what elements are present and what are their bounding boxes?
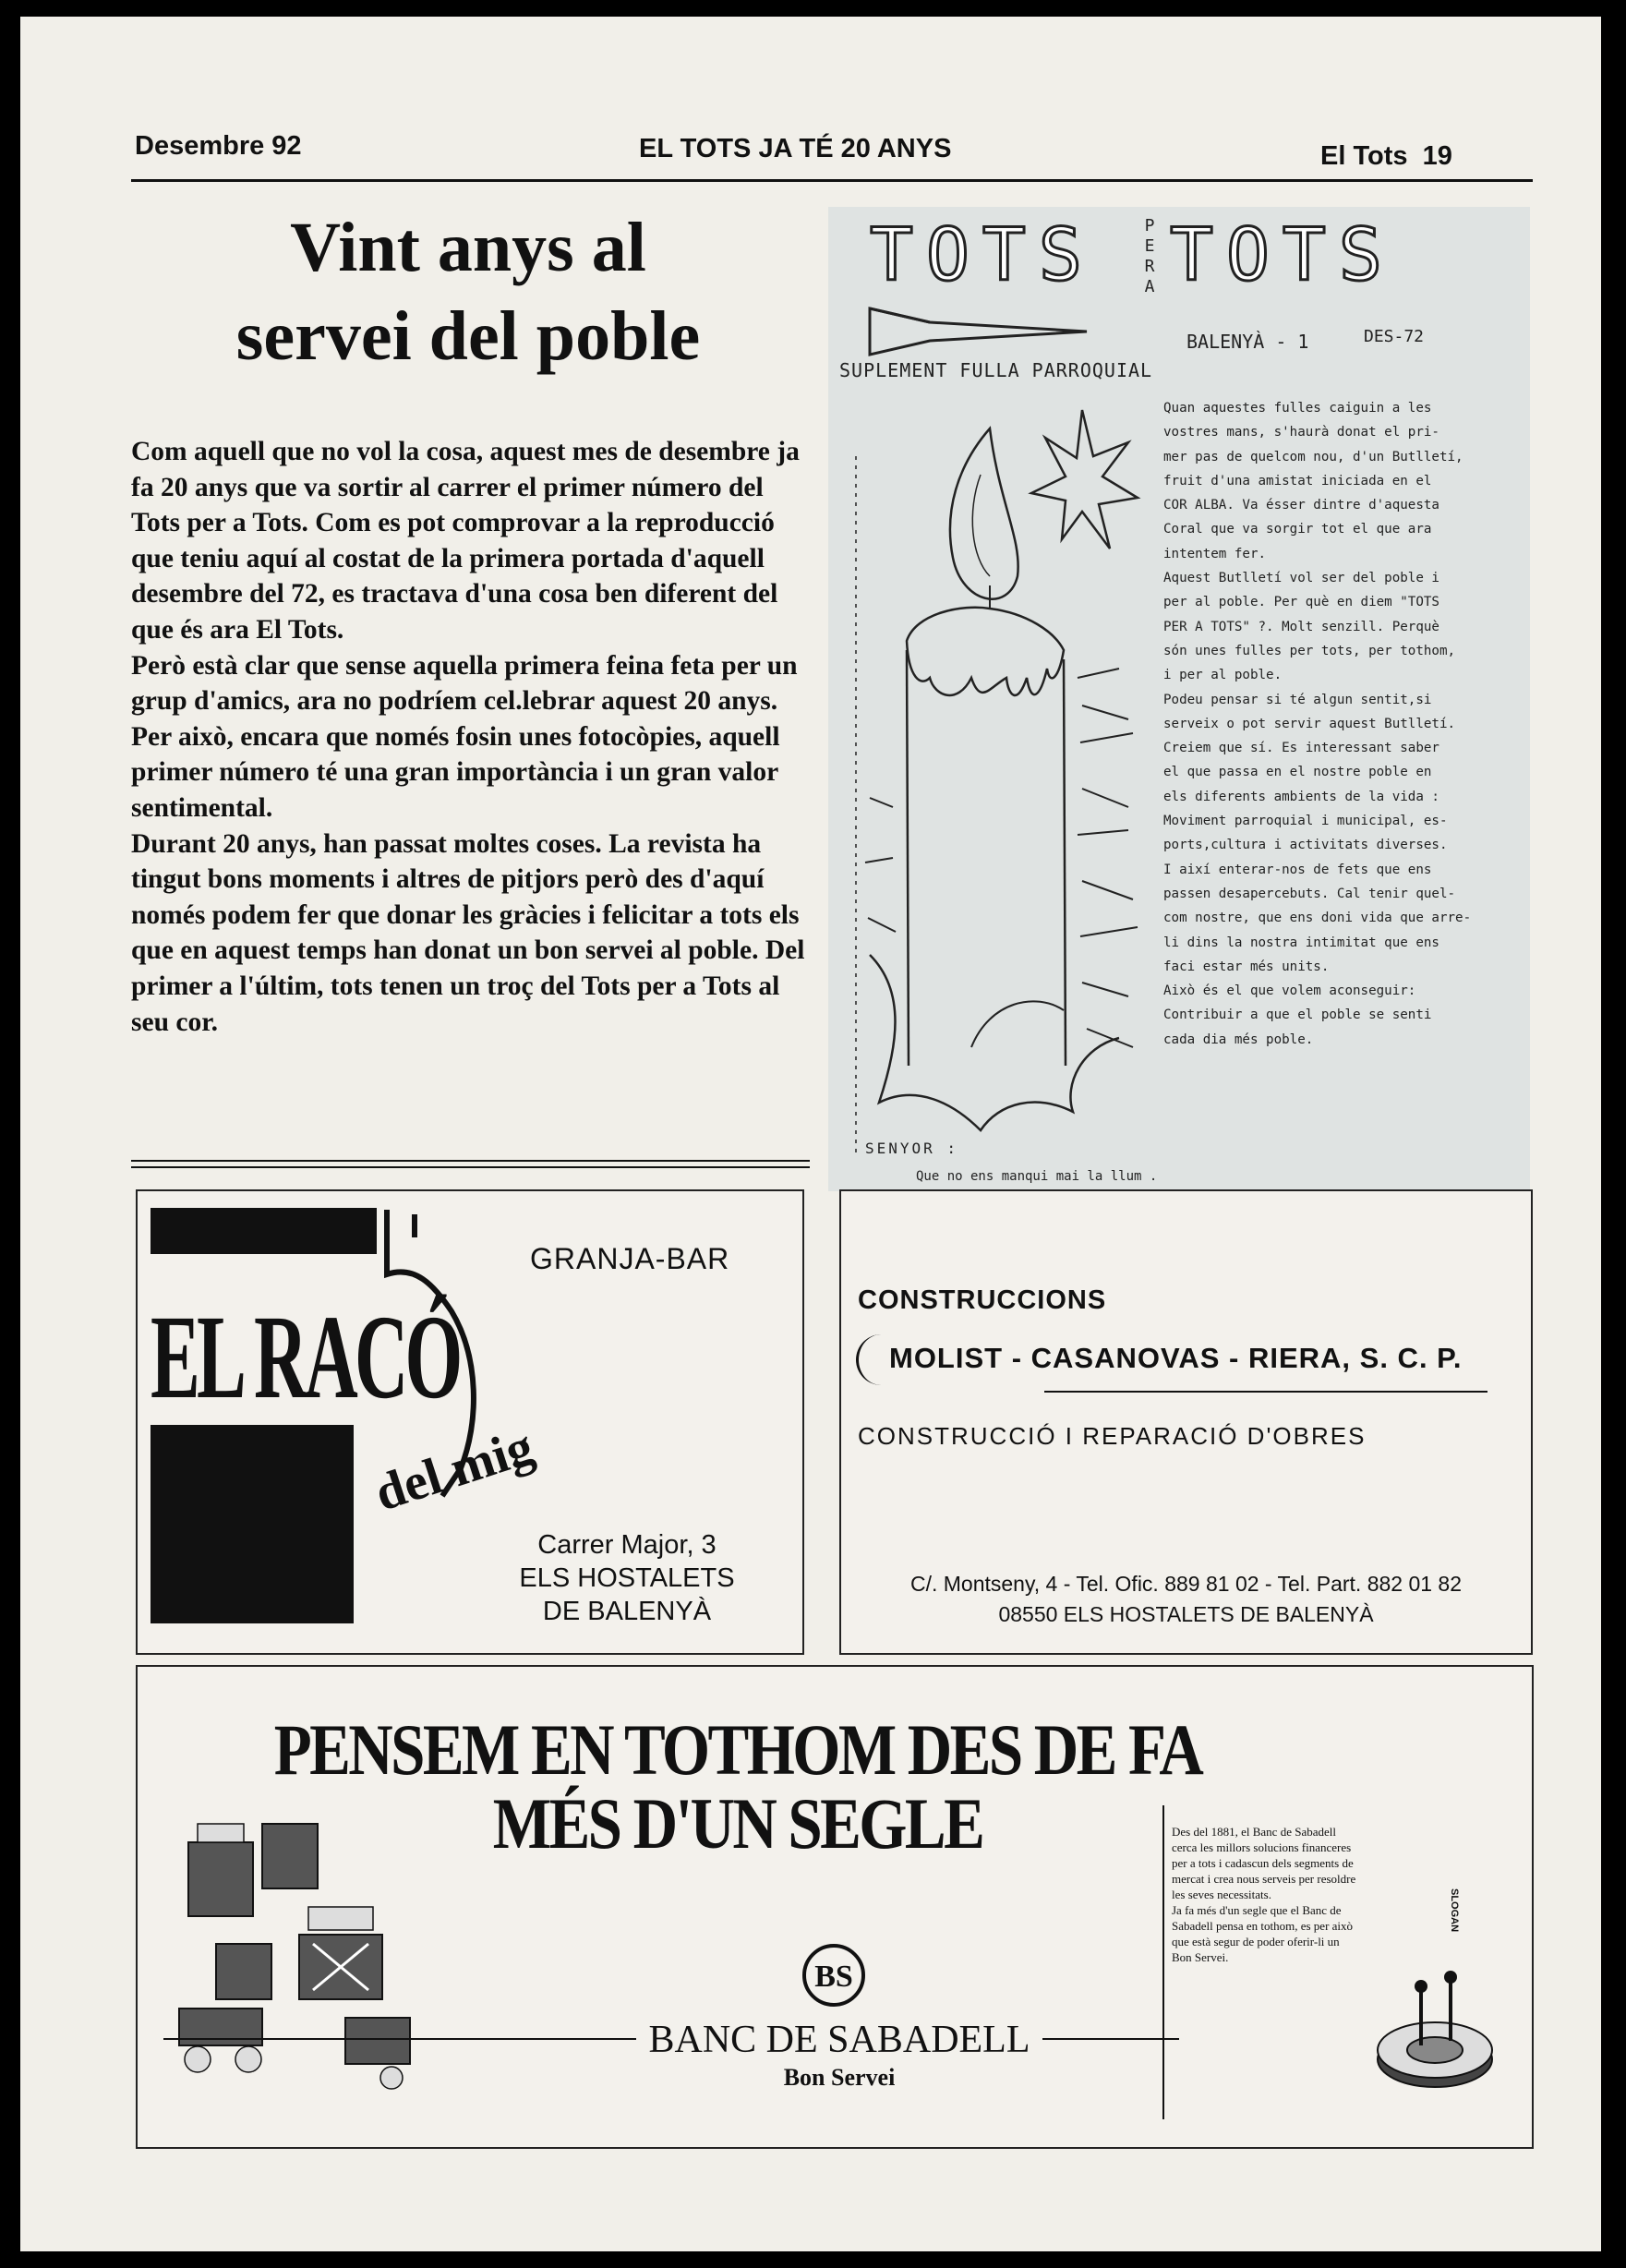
article-headline: Vint anys al servei del poble bbox=[235, 209, 701, 375]
raco-name: EL RACÓ bbox=[151, 1291, 460, 1424]
facsimile-title-per: PER A bbox=[1144, 216, 1155, 296]
facsimile-issue: BALENYÀ - 1 bbox=[1186, 331, 1309, 353]
page-number: 19 bbox=[1422, 141, 1452, 171]
facsimile-title-right: TOTS bbox=[1170, 214, 1395, 297]
ad-banc-sabadell bbox=[136, 1665, 1534, 2149]
article-rule-2 bbox=[131, 1166, 810, 1168]
facsimile-footer: Que no ens manqui mai la llum . bbox=[916, 1169, 1158, 1184]
bank-side-label: SLOGAN bbox=[1449, 1888, 1460, 1933]
construccions-town: 08550 ELS HOSTALETS DE BALENYÀ bbox=[998, 1602, 1374, 1626]
pencil-arrow-icon bbox=[865, 299, 1096, 364]
candle-drawing bbox=[851, 401, 1165, 1158]
ad-el-raco bbox=[136, 1189, 804, 1655]
bank-name: BANC DE SABADELL bbox=[636, 2018, 1042, 2062]
ad-construccions bbox=[839, 1189, 1533, 1655]
magazine-page bbox=[20, 17, 1601, 2251]
raco-address-line3: DE BALENYÀ bbox=[542, 1597, 712, 1626]
header-date: Desembre 92 bbox=[135, 131, 302, 161]
header-rule bbox=[131, 179, 1533, 182]
bank-body-text: Des del 1881, el Banc de Sabadell cerca les millors solucions financeres per a tots i cadascun dels segments de mercat i crea nous serveis per resoldre les seves necessitats. Ja fa més d'un segle que el Banc de Sabadell pensa en tothom, es per això que està segur de poder oferir-li un Bon Servei. bbox=[1172, 1825, 1356, 1964]
bank-headline-line1: PENSEM EN TOTHOM DES DE FA bbox=[273, 1709, 1202, 1790]
black-block bbox=[151, 1425, 354, 1623]
bank-body-rule bbox=[1162, 1805, 1164, 2119]
bank-logo-icon bbox=[801, 1942, 867, 2009]
first-issue-facsimile bbox=[828, 207, 1530, 1191]
facsimile-signature: SENYOR : bbox=[865, 1140, 959, 1157]
header-section: EL TOTS JA TÉ 20 ANYS bbox=[639, 134, 952, 163]
raco-name-sub: del mig bbox=[367, 1418, 541, 1523]
facsimile-date: DES-72 bbox=[1364, 327, 1425, 346]
magazine-name: El Tots bbox=[1320, 141, 1408, 171]
coin-stack-illustration bbox=[1366, 1953, 1504, 2101]
raco-logo bbox=[151, 1291, 520, 1427]
construccions-address: C/. Montseny, 4 - Tel. Ofic. 889 81 02 - Tel. Part. 882 01 82 bbox=[909, 1572, 1463, 1596]
raco-address-line1: Carrer Major, 3 bbox=[537, 1530, 717, 1560]
bank-logo-letters: BS bbox=[814, 1960, 853, 1994]
construccions-activity: CONSTRUCCIÓ I REPARACIÓ D'OBRES bbox=[858, 1422, 1367, 1450]
construccions-company: MOLIST - CASANOVAS - RIERA, S. C. P. bbox=[889, 1342, 1463, 1374]
header-magazine bbox=[1320, 141, 1452, 172]
black-bar-top bbox=[151, 1208, 377, 1254]
facsimile-subtitle: SUPLEMENT FULLA PARROQUIAL bbox=[839, 359, 1153, 381]
raco-address bbox=[488, 1528, 765, 1628]
bank-headline-line2: MÉS D'UN SEGLE bbox=[492, 1783, 983, 1864]
company-underline bbox=[1044, 1391, 1487, 1393]
raco-type: GRANJA-BAR bbox=[530, 1242, 730, 1275]
bank-slogan: Bon Servei bbox=[783, 2064, 896, 2091]
article-rule-1 bbox=[131, 1160, 810, 1162]
toy-town-illustration bbox=[161, 1796, 456, 2101]
raco-address-line2: ELS HOSTALETS bbox=[519, 1563, 735, 1593]
article-body: Com aquell que no vol la cosa, aquest mes de desembre ja fa 20 anys que va sortir al carrer el primer número del Tots per a Tots. Com es pot comprovar a la reproducció que teniu aquí al costat de la primera portada d'aquell desembre del 72, es tractava d'una cosa ben diferent del que és ara El Tots. Però està clar que sense aquella primera feina feta per un grup d'amics, ara no podríem cel.lebrar aquest 20 anys. Per això, encara que només fosin unes fotocòpies, aquell primer número té una gran importància i un gran valor sentimental. Durant 20 anys, han passat moltes coses. La revista ha tingut bons moments i altres de pitjors però des d'aquí només podem fer que donar les gràcies i felicitar a tots els que en aquest temps han donat un bon servei al poble. Del primer a l'últim, tots tenen un troç del Tots per a Tots al seu cor. bbox=[131, 437, 805, 1037]
facsimile-text: Quan aquestes fulles caiguin a les vostres mans, s'haurà donat el pri- mer pas de quelcom nou, d'un Butlletí, fruit d'una amistat iniciada en el COR ALBA. Va ésser dintre d'aquesta Coral que va sorgir tot el que ara intentem fer. Aquest Butlletí vol ser del poble i per al poble. Per què en diem "TOTS PER A TOTS" ?. Molt senzill. Perquè són unes fulles per tots, per tothom, i per al poble. Podeu pensar si té algun sentit,si serveix o pot servir aquest Butlletí. Creiem que sí. Es interessant saber el que passa en el nostre poble en els diferents ambients de la vida : Moviment parroquial i municipal, es- ports,cultura i activitats diverses. I així enterar-nos de fets que ens passen desapercebuts. Cal tenir quel- com nostre, que ens doni vida que arre- li dins la nostra intimitat que ens faci estar més units. Això és el que volem aconseguir: Contribuir a que el poble se senti cada dia més poble. bbox=[1163, 401, 1472, 1047]
construccions-heading: CONSTRUCCIONS bbox=[858, 1285, 1107, 1315]
facsimile-title-left: TOTS bbox=[870, 214, 1095, 297]
